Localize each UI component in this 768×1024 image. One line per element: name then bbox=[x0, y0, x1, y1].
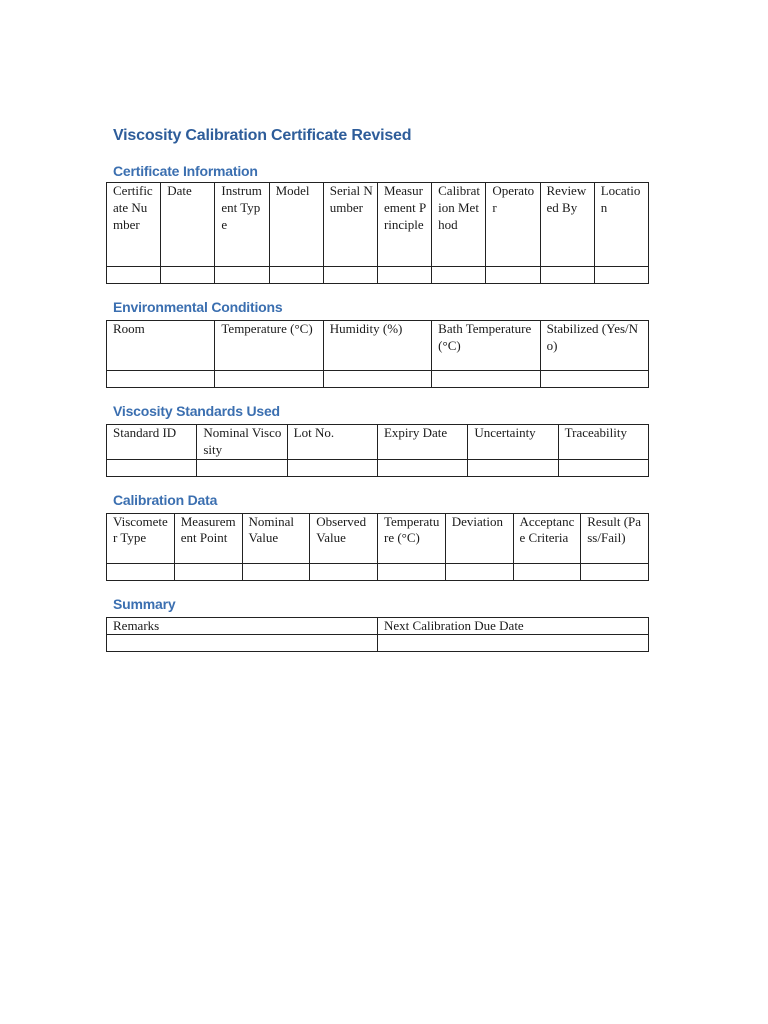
entry-cell[interactable] bbox=[378, 563, 446, 580]
header-cell: Remarks bbox=[107, 617, 378, 635]
table-row bbox=[107, 563, 649, 580]
table-row bbox=[107, 371, 649, 388]
header-cell: Instrument Type bbox=[215, 183, 269, 267]
header-cell: Serial Number bbox=[323, 183, 377, 267]
summary-heading: Summary bbox=[113, 595, 176, 612]
entry-cell[interactable] bbox=[581, 563, 649, 580]
entry-cell[interactable] bbox=[197, 459, 287, 476]
entry-cell[interactable] bbox=[174, 563, 242, 580]
table-header-row bbox=[107, 321, 649, 371]
table-header-row bbox=[107, 513, 649, 563]
table-header-row bbox=[107, 183, 649, 267]
entry-cell[interactable] bbox=[540, 371, 648, 388]
entry-cell[interactable] bbox=[215, 267, 269, 284]
table-row bbox=[107, 459, 649, 476]
entry-cell[interactable] bbox=[558, 459, 648, 476]
entry-cell[interactable] bbox=[445, 563, 513, 580]
header-cell: Expiry Date bbox=[377, 425, 467, 460]
entry-cell[interactable] bbox=[594, 267, 648, 284]
header-cell: Model bbox=[269, 183, 323, 267]
entry-cell[interactable] bbox=[215, 371, 323, 388]
entry-cell[interactable] bbox=[377, 459, 467, 476]
entry-cell[interactable] bbox=[242, 563, 310, 580]
header-cell: Nominal Value bbox=[242, 513, 310, 563]
entry-cell[interactable] bbox=[323, 267, 377, 284]
header-cell: Room bbox=[107, 321, 215, 371]
standards-table bbox=[106, 424, 649, 477]
table-row bbox=[107, 267, 649, 284]
entry-cell[interactable] bbox=[161, 267, 215, 284]
header-cell: Measurement Principle bbox=[377, 183, 431, 267]
header-cell: Lot No. bbox=[287, 425, 377, 460]
header-cell: Standard ID bbox=[107, 425, 197, 460]
entry-cell[interactable] bbox=[107, 267, 161, 284]
calibration-data-heading: Calibration Data bbox=[113, 491, 218, 508]
table-header-row bbox=[107, 425, 649, 460]
header-cell: Certificate Number bbox=[107, 183, 161, 267]
header-cell: Nominal Viscosity bbox=[197, 425, 287, 460]
document-title: Viscosity Calibration Certificate Revised bbox=[113, 127, 412, 144]
table-header-row bbox=[107, 617, 649, 635]
certificate-info-table bbox=[106, 182, 649, 284]
header-cell: Humidity (%) bbox=[323, 321, 431, 371]
entry-cell[interactable] bbox=[540, 267, 594, 284]
header-cell: Reviewed By bbox=[540, 183, 594, 267]
entry-cell[interactable] bbox=[107, 459, 197, 476]
entry-cell[interactable] bbox=[269, 267, 323, 284]
environment-table bbox=[106, 320, 649, 388]
certificate-info-heading: Certificate Information bbox=[113, 163, 258, 179]
entry-cell[interactable] bbox=[107, 371, 215, 388]
header-cell: Result (Pass/Fail) bbox=[581, 513, 649, 563]
header-cell: Date bbox=[161, 183, 215, 267]
standards-heading: Viscosity Standards Used bbox=[113, 403, 280, 419]
header-cell: Temperature (°C) bbox=[378, 513, 446, 563]
header-cell: Stabilized (Yes/No) bbox=[540, 321, 648, 371]
header-cell: Next Calibration Due Date bbox=[378, 617, 649, 635]
environment-heading: Environmental Conditions bbox=[113, 299, 283, 315]
header-cell: Location bbox=[594, 183, 648, 267]
header-cell: Calibration Method bbox=[432, 183, 486, 267]
header-cell: Deviation bbox=[445, 513, 513, 563]
entry-cell[interactable] bbox=[323, 371, 431, 388]
entry-cell[interactable] bbox=[107, 635, 378, 652]
header-cell: Uncertainty bbox=[468, 425, 558, 460]
entry-cell[interactable] bbox=[377, 267, 431, 284]
entry-cell[interactable] bbox=[107, 563, 175, 580]
table-row bbox=[107, 635, 649, 652]
header-cell: Bath Temperature (°C) bbox=[432, 321, 540, 371]
entry-cell[interactable] bbox=[432, 371, 540, 388]
entry-cell[interactable] bbox=[468, 459, 558, 476]
header-cell: Observed Value bbox=[310, 513, 378, 563]
certificate-page bbox=[106, 124, 649, 652]
entry-cell[interactable] bbox=[486, 267, 540, 284]
header-cell: Temperature (°C) bbox=[215, 321, 323, 371]
header-cell: Measurement Point bbox=[174, 513, 242, 563]
entry-cell[interactable] bbox=[378, 635, 649, 652]
summary-table bbox=[106, 617, 649, 653]
header-cell: Operator bbox=[486, 183, 540, 267]
header-cell: Acceptance Criteria bbox=[513, 513, 581, 563]
calibration-data-table bbox=[106, 513, 649, 581]
entry-cell[interactable] bbox=[287, 459, 377, 476]
header-cell: Viscometer Type bbox=[107, 513, 175, 563]
header-cell: Traceability bbox=[558, 425, 648, 460]
entry-cell[interactable] bbox=[310, 563, 378, 580]
entry-cell[interactable] bbox=[513, 563, 581, 580]
entry-cell[interactable] bbox=[432, 267, 486, 284]
